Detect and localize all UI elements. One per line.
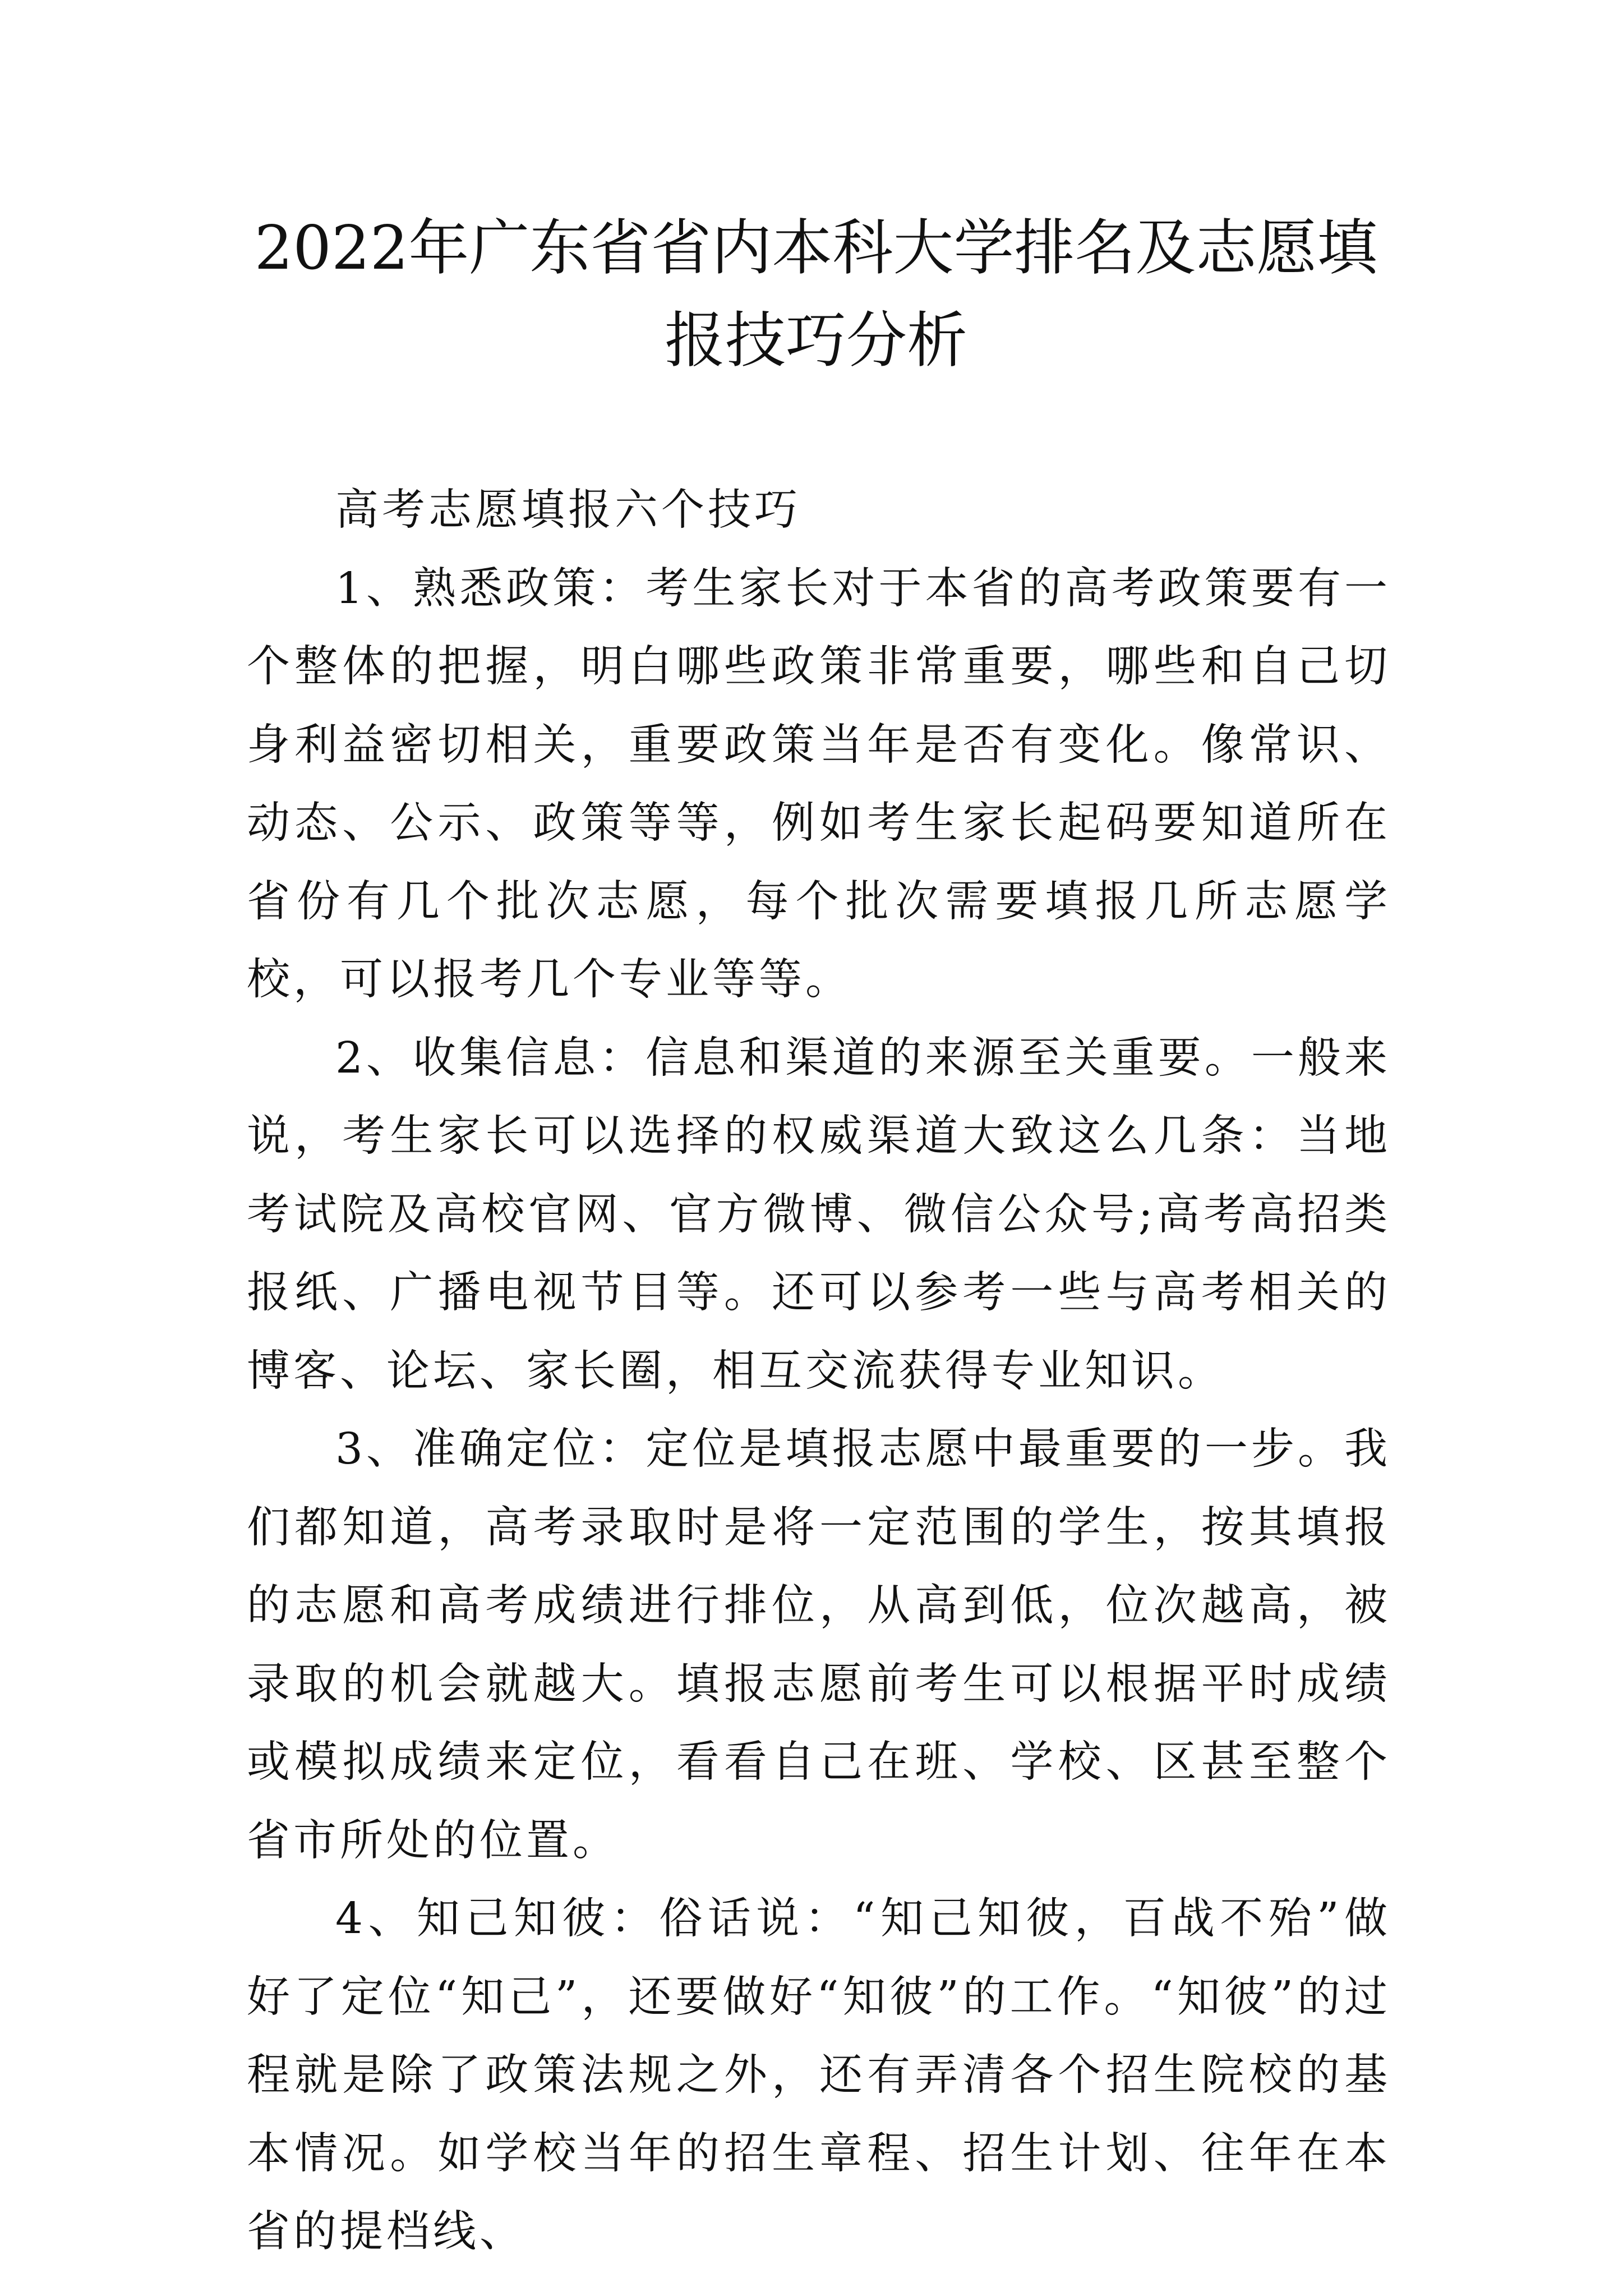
paragraph-know-yourself: 4、知己知彼：俗话说：“知己知彼，百战不殆”做好了定位“知己”，还要做好“知彼”的工作。“知彼”的过程就是除了政策法规之外，还有弄清各个招生院校的基本情况。如学校当年的招生章程、招生计划、往年在本省的提档线、 [247,1894,1391,2257]
paragraph-information: 2、收集信息：信息和渠道的来源至关重要。一般来说，考生家长可以选择的权威渠道大致这么几条：当地考试院及高校官网、官方微博、微信公众号;高考高招类报纸、广播电视节目等。还可以参考一些与高考相关的博客、论坛、家长圈，相互交流获得专业知识。 [247,1033,1391,1396]
document-title: 2022年广东省省内本科大学排名及志愿填报技巧分析 [254,213,1378,376]
section-heading: 高考志愿填报六个技巧 [335,485,801,535]
document-body [247,471,1391,2271]
paragraph-policy: 1、熟悉政策：考生家长对于本省的高考政策要有一个整体的把握，明白哪些政策非常重要，哪些和自己切身利益密切相关，重要政策当年是否有变化。像常识、动态、公示、政策等等，例如考生家长起码要知道所在省份有几个批次志愿，每个批次需要填报几所志愿学校，可以报考几个专业等等。 [247,563,1391,1005]
paragraph-positioning: 3、准确定位：定位是填报志愿中最重要的一步。我们都知道，高考录取时是将一定范围的学生，按其填报的志愿和高考成绩进行排位，从高到低，位次越高，被录取的机会就越大。填报志愿前考生可以根据平时成绩或模拟成绩来定位，看看自己在班、学校、区甚至整个省市所处的位置。 [247,1424,1391,1866]
